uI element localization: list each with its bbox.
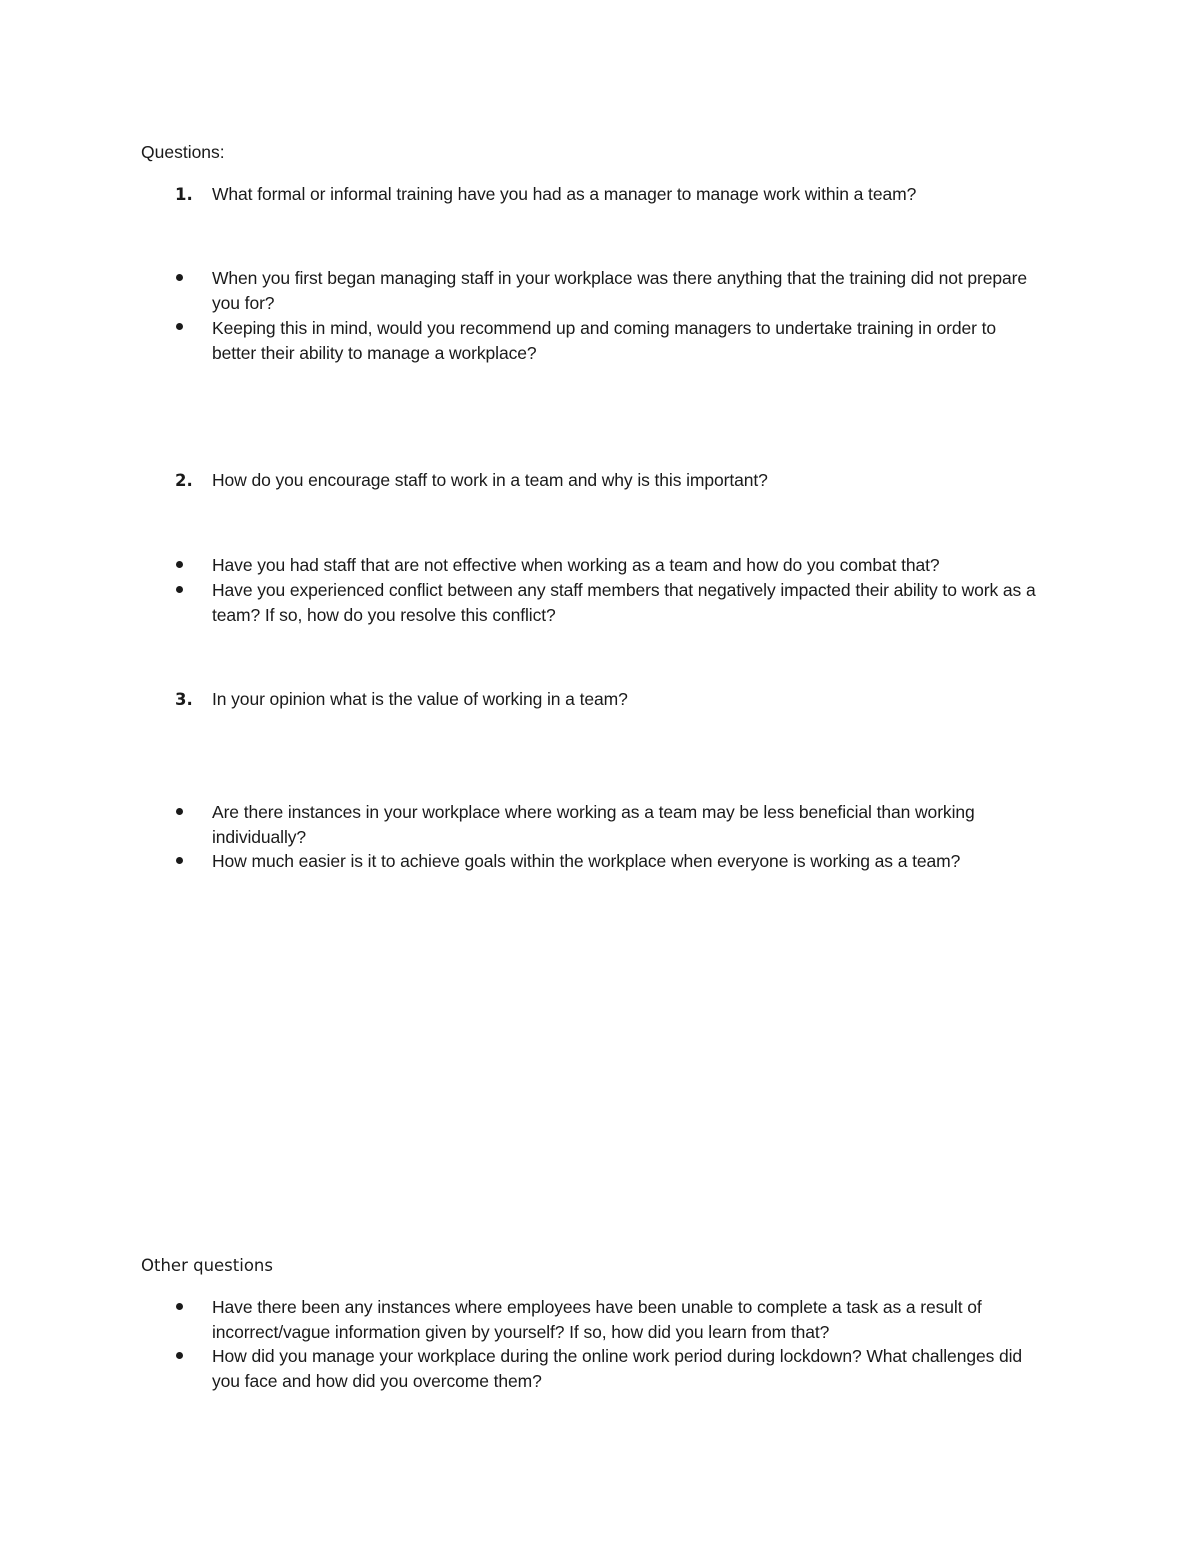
question-2-text: How do you encourage staff to work in a team and why is this important? xyxy=(212,470,768,490)
bullet-icon xyxy=(176,323,183,330)
question-1-sub-1: When you first began managing staff in your workplace was there anything that the training did not prepare you for? xyxy=(212,268,1027,313)
question-1-sub-2: Keeping this in mind, would you recommend up and coming managers to undertake training in order to better their ability to manage a workplace? xyxy=(212,318,996,363)
bullet-icon xyxy=(176,1303,183,1310)
bullet-icon xyxy=(176,274,183,281)
question-1-text: What formal or informal training have you had as a manager to manage work within a team? xyxy=(212,184,917,204)
question-3-sub-2: How much easier is it to achieve goals within the workplace when everyone is working as a team? xyxy=(212,851,961,871)
question-2-sub-1: Have you had staff that are not effective when working as a team and how do you combat that? xyxy=(212,555,940,575)
bullet-icon xyxy=(176,857,183,864)
bullet-icon xyxy=(176,808,183,815)
question-3-sub-1: Are there instances in your workplace where working as a team may be less beneficial than working individually? xyxy=(212,802,975,847)
questions-heading: Questions: xyxy=(141,142,225,162)
question-2-sub-2: Have you experienced conflict between any staff members that negatively impacted their ability to work as a team? If so, how do you resolve this conflict? xyxy=(212,580,1036,625)
bullet-icon xyxy=(176,586,183,593)
bullet-icon xyxy=(176,561,183,568)
question-number-2: 2. xyxy=(175,471,193,490)
question-3-text: In your opinion what is the value of working in a team? xyxy=(212,689,628,709)
question-number-1: 1. xyxy=(175,185,193,204)
bullet-icon xyxy=(176,1352,183,1359)
other-question-1: Have there been any instances where employees have been unable to complete a task as a result of incorrect/vague information given by yourself? If so, how did you learn from that? xyxy=(212,1297,982,1342)
question-number-3: 3. xyxy=(175,690,193,709)
other-question-2: How did you manage your workplace during the online work period during lockdown? What challenges did you face and how did you overcome them? xyxy=(212,1346,1023,1391)
other-questions-heading: Other questions xyxy=(141,1256,273,1275)
